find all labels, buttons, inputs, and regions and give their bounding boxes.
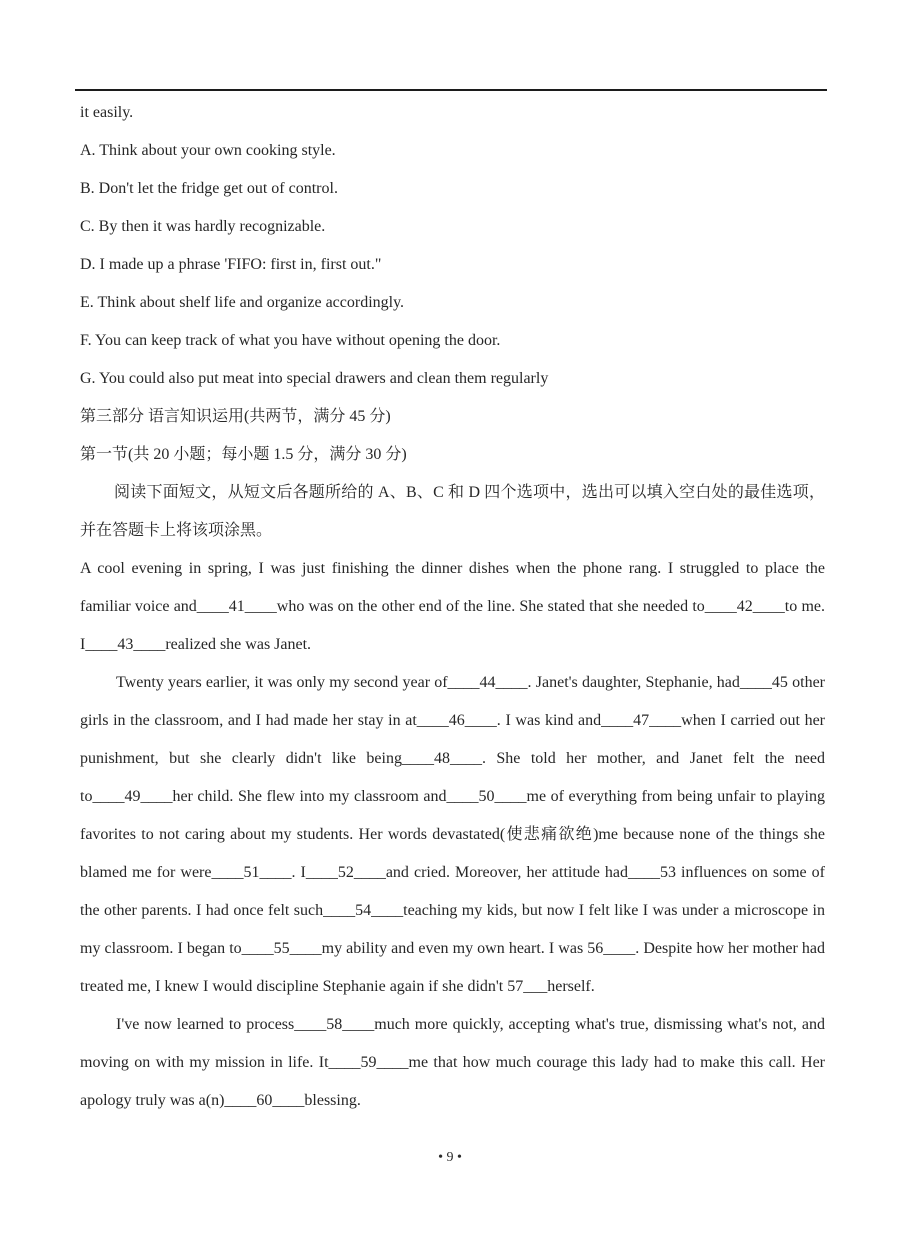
option-e: E. Think about shelf life and organize accordingly. [80, 294, 405, 311]
option-d: D. I made up a phrase 'FIFO: first in, first out." [80, 256, 382, 273]
option-f: F. You can keep track of what you have without opening the door. [80, 332, 501, 349]
option-g: G. You could also put meat into special drawers and clean them regularly [80, 370, 549, 387]
page-number: • 9 • [438, 1150, 462, 1165]
option-b: B. Don't let the fridge get out of control. [80, 180, 338, 197]
option-c: C. By then it was hardly recognizable. [80, 218, 326, 235]
part3-heading: 第三部分 语言知识运用(共两节，满分 45 分) [80, 408, 391, 425]
passage-fragment: it easily. [80, 104, 134, 121]
cloze-paragraph-3: I've now learned to process____58____much more quickly, accepting what's true, dismissing what's not, and moving on with my mission in life. It____59____me that how much courage this lady had to make this call. Her apology truly was a(n)____60____blessing. [80, 1016, 825, 1109]
instructions-paragraph: 阅读下面短文，从短文后各题所给的 A、B、C 和 D 四个选项中，选出可以填入空白处的最佳选项，并在答题卡上将该项涂黑。 [80, 484, 825, 539]
page-content [80, 94, 825, 1120]
header-rule [75, 89, 827, 91]
section1-heading: 第一节(共 20 小题；每小题 1.5 分，满分 30 分) [80, 446, 407, 463]
option-a: A. Think about your own cooking style. [80, 142, 336, 159]
cloze-paragraph-1: A cool evening in spring, I was just finishing the dinner dishes when the phone rang. I struggled to place the familiar voice and____41____who was on the other end of the line. She stated that she needed to____42____to me. I____43____realized she was Janet. [80, 560, 825, 653]
cloze-paragraph-2: Twenty years earlier, it was only my second year of____44____. Janet's daughter, Stephanie, had____45 other girls in the classroom, and I had made her stay in at____46____. I was kind and____47____when I carried out her punishment, but she clearly didn't like being____48____. She told her mother, and Janet felt the need to____49____her child. She flew into my classroom and____50____me of everything from being unfair to playing favorites to not caring about my students. Her words devastated(使悲痛欲绝)me because none of the things she blamed me for were____51____. I____52____and cried. Moreover, her attitude had____53 influences on some of the other parents. I had once felt such____54____teaching my kids, but now I felt like I was under a microscope in my classroom. I began to____55____my ability and even my own heart. I was 56____. Despite how her mother had treated me, I knew I would discipline Stephanie again if she didn't 57___herself. [80, 674, 825, 995]
